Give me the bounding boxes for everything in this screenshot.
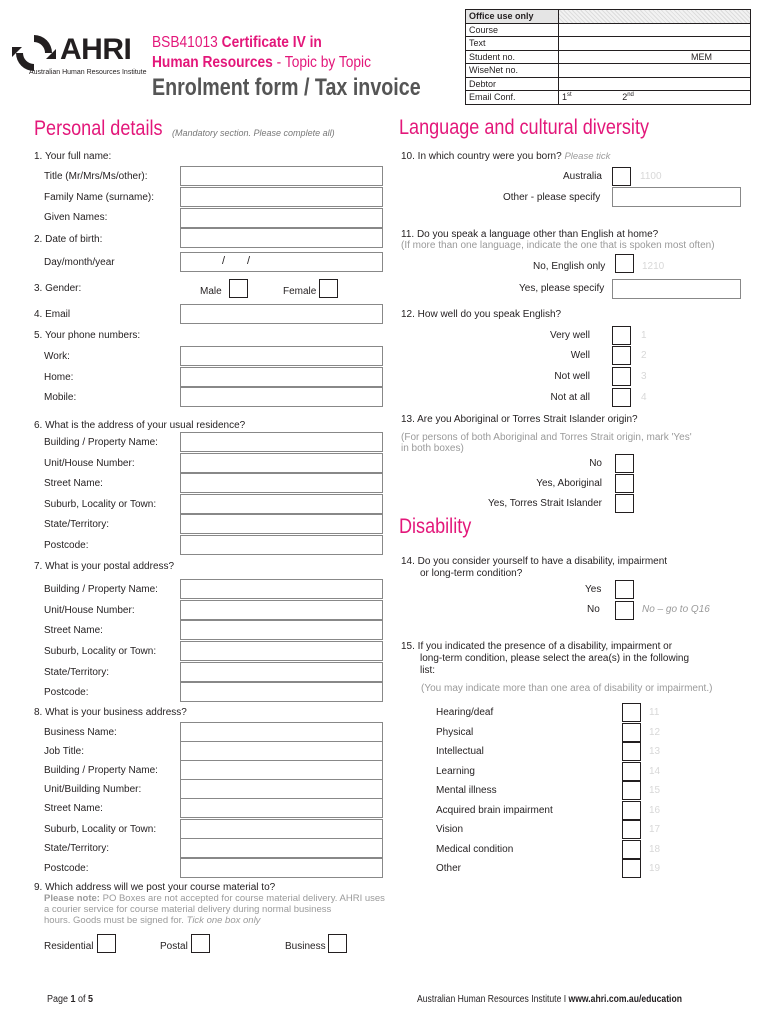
business-address-label-4: Street Name: — [44, 803, 103, 814]
office-email-conf-field[interactable] — [559, 91, 751, 105]
business-address-field-2[interactable] — [180, 760, 383, 780]
first-label: 1st — [562, 92, 572, 103]
language-heading: Language and cultural diversity — [399, 116, 650, 139]
disability-area-code-0: 11 — [649, 707, 660, 718]
english-level-code-1: 2 — [641, 350, 647, 361]
english-level-checkbox-2[interactable] — [612, 367, 631, 386]
form-title: Enrolment form / Tax invoice — [152, 74, 421, 101]
disability-area-label-6: Vision — [436, 824, 464, 835]
business-address-label-6: State/Territory: — [44, 843, 110, 854]
postal-address-field-3[interactable] — [180, 641, 383, 661]
disability-area-checkbox-5[interactable] — [622, 801, 641, 820]
mem-label: MEM — [691, 51, 712, 62]
business-address-field-7[interactable] — [180, 858, 383, 878]
mobile-phone-field[interactable] — [180, 387, 383, 407]
residential-address-field-5[interactable] — [180, 535, 383, 555]
title-field[interactable] — [180, 166, 383, 186]
q12-label: 12. How well do you speak English? — [401, 309, 562, 320]
english-level-checkbox-1[interactable] — [612, 346, 631, 365]
dob-label: Day/month/year — [44, 257, 115, 268]
disability-area-label-1: Physical — [436, 726, 474, 738]
english-only-code: 1210 — [642, 261, 665, 272]
office-row-debtor: Debtor — [466, 77, 559, 91]
male-checkbox[interactable] — [229, 279, 248, 298]
q15-label: 15. If you indicated the presence of a disability, impairment or long-term condition, please select the area(s) in the following list: — [401, 641, 690, 676]
course-title-line2 — [152, 54, 371, 72]
logo-text: AHRI — [60, 33, 132, 66]
postal-option-label: Postal — [160, 941, 188, 952]
disability-area-code-5: 16 — [649, 804, 661, 816]
other-language-label: Yes, please specify — [519, 283, 605, 294]
footer-url[interactable]: www.ahri.com.au/education — [568, 994, 682, 1005]
home-phone-field[interactable] — [180, 367, 383, 387]
q15-hint: (You may indicate more than one area of disability or impairment.) — [421, 683, 713, 694]
disability-area-checkbox-4[interactable] — [622, 781, 641, 800]
work-phone-field[interactable] — [180, 346, 383, 366]
disability-heading: Disability — [399, 515, 472, 538]
male-label: Male — [200, 286, 222, 297]
postal-address-field-5[interactable] — [180, 682, 383, 702]
q11-label: 11. Do you speak a language other than English at home? — [401, 229, 659, 240]
business-address-field-3[interactable] — [180, 779, 383, 799]
residential-option-label: Residential — [44, 941, 94, 952]
residential-address-field-4[interactable] — [180, 514, 383, 534]
disability-area-checkbox-7[interactable] — [622, 840, 641, 859]
business-address-field-6[interactable] — [180, 838, 383, 858]
residential-checkbox[interactable] — [97, 934, 116, 953]
business-checkbox[interactable] — [328, 934, 347, 953]
residential-address-label-5: Postcode: — [44, 540, 89, 551]
q10-hint: Please tick — [564, 151, 611, 162]
q8-label: 8. What is your business address? — [34, 707, 187, 718]
english-only-label: No, English only — [533, 261, 606, 272]
q11-hint: (If more than one language, indicate the one that is spoken most often) — [401, 240, 715, 251]
business-address-label-1: Job Title: — [44, 746, 85, 757]
postal-address-field-4[interactable] — [180, 662, 383, 682]
disability-no-checkbox[interactable] — [615, 601, 634, 620]
disability-area-label-2: Intellectual — [436, 746, 484, 757]
disability-yes-checkbox[interactable] — [615, 580, 634, 599]
female-label: Female — [283, 286, 317, 297]
disability-area-label-3: Learning — [436, 765, 475, 777]
work-phone-label: Work: — [44, 351, 70, 362]
dob-separator-1: / — [222, 255, 226, 267]
other-country-field[interactable] — [612, 187, 741, 207]
office-course-field[interactable] — [559, 23, 751, 37]
personal-details-heading: Personal details — [34, 117, 163, 140]
disability-area-code-1: 12 — [649, 726, 661, 738]
course-suffix: - Topic by Topic — [272, 54, 371, 71]
business-option-label: Business — [285, 941, 326, 952]
q7-label: 7. What is your postal address? — [34, 561, 175, 572]
english-level-code-3: 4 — [641, 392, 647, 403]
business-address-field-4[interactable] — [180, 798, 383, 818]
office-row-wisenet: WiseNet no. — [466, 64, 559, 78]
office-debtor-field[interactable] — [559, 77, 751, 91]
office-wisenet-field[interactable] — [559, 64, 751, 78]
origin-label-2: Yes, Torres Strait Islander — [488, 498, 602, 509]
office-row-student: Student no. — [466, 50, 559, 64]
business-address-label-2: Building / Property Name: — [44, 765, 158, 776]
disability-area-checkbox-1[interactable] — [622, 723, 641, 742]
origin-checkbox-0[interactable] — [615, 454, 634, 473]
disability-area-checkbox-2[interactable] — [622, 742, 641, 761]
page-number: Page 1 of 5 — [47, 994, 94, 1005]
disability-area-checkbox-6[interactable] — [622, 820, 641, 839]
origin-checkbox-2[interactable] — [615, 494, 634, 513]
q4-label: 4. Email — [34, 309, 71, 320]
office-student-field[interactable] — [559, 50, 751, 64]
home-phone-label: Home: — [44, 372, 74, 383]
q6-label: 6. What is the address of your usual residence? — [34, 420, 246, 431]
residential-address-label-1: Unit/House Number: — [44, 458, 135, 469]
office-use-table — [465, 9, 751, 105]
australia-code: 1100 — [640, 171, 662, 182]
logo-subtitle: Australian Human Resources Institute — [29, 69, 147, 76]
postal-address-label-2: Street Name: — [44, 625, 103, 636]
business-address-label-3: Unit/Building Number: — [44, 784, 142, 795]
office-row-text: Text — [466, 37, 559, 51]
office-row-email: Email Conf. — [466, 91, 559, 105]
residential-address-field-2[interactable] — [180, 473, 383, 493]
postal-address-field-1[interactable] — [180, 600, 383, 620]
disability-area-label-4: Mental illness — [436, 785, 497, 796]
disability-area-code-2: 13 — [649, 746, 661, 757]
dob-separator-2: / — [247, 255, 251, 267]
residential-address-label-0: Building / Property Name: — [44, 437, 158, 448]
course-title — [152, 34, 322, 52]
q1-label: 1. Your full name: — [34, 151, 112, 162]
disability-area-code-8: 19 — [649, 863, 661, 874]
business-address-field-1[interactable] — [180, 741, 383, 761]
q9-label: 9. Which address will we post your course material to? — [34, 882, 276, 893]
postal-address-label-3: Suburb, Locality or Town: — [44, 646, 157, 657]
disability-area-checkbox-0[interactable] — [622, 703, 641, 722]
disability-area-label-8: Other — [436, 863, 462, 874]
english-level-code-0: 1 — [641, 330, 647, 341]
australia-checkbox[interactable] — [612, 167, 631, 186]
office-use-title: Office use only — [466, 10, 559, 24]
english-level-checkbox-3[interactable] — [612, 388, 631, 407]
residential-address-label-2: Street Name: — [44, 478, 103, 489]
office-row-course: Course — [466, 23, 559, 37]
disability-area-code-6: 17 — [649, 824, 661, 835]
other-country-label: Other - please specify — [503, 192, 601, 203]
disability-area-code-7: 18 — [649, 843, 661, 855]
disability-area-label-5: Acquired brain impairment — [436, 804, 553, 816]
office-text-field[interactable] — [559, 37, 751, 51]
postal-address-field-0[interactable] — [180, 579, 383, 599]
origin-label-1: Yes, Aboriginal — [536, 478, 602, 489]
course-name: Human Resources — [152, 54, 273, 71]
residential-address-field-0[interactable] — [180, 432, 383, 452]
q13-label: 13. Are you Aboriginal or Torres Strait Islander origin? — [401, 414, 638, 425]
postal-address-label-0: Building / Property Name: — [44, 584, 158, 595]
email-field[interactable] — [180, 304, 383, 324]
origin-label-0: No — [589, 458, 602, 469]
english-level-label-3: Not at all — [550, 392, 590, 403]
disability-area-code-3: 14 — [649, 765, 661, 777]
disability-yes-label: Yes — [585, 584, 602, 595]
q9-note: Please note: PO Boxes are not accepted for course material delivery. AHRI uses a courier service for course material delivery during normal business hours. Goods must be signed for. Tick one box only — [44, 893, 385, 926]
postal-address-label-1: Unit/House Number: — [44, 605, 135, 616]
course-title-bold: Certificate IV in — [221, 34, 322, 51]
course-code: BSB41013 — [152, 34, 218, 51]
english-level-code-2: 3 — [641, 371, 647, 382]
english-level-checkbox-0[interactable] — [612, 326, 631, 345]
personal-details-note: (Mandatory section. Please complete all) — [172, 128, 335, 138]
english-level-label-0: Very well — [549, 330, 590, 341]
mobile-phone-label: Mobile: — [44, 392, 77, 403]
q10-label: 10. In which country were you born? Please tick — [401, 151, 611, 162]
disability-no-label: No — [587, 604, 600, 615]
given-names-field[interactable] — [180, 208, 383, 228]
given-names-field-2[interactable] — [180, 228, 383, 248]
female-checkbox[interactable] — [319, 279, 338, 298]
residential-address-label-4: State/Territory: — [44, 519, 110, 530]
second-label: 2nd — [622, 92, 634, 103]
business-address-field-0[interactable] — [180, 722, 383, 742]
residential-address-field-3[interactable] — [180, 494, 383, 514]
australia-label: Australia — [563, 171, 602, 182]
business-address-label-7: Postcode: — [44, 863, 89, 874]
other-language-field[interactable] — [612, 279, 741, 299]
ahri-logo — [12, 31, 147, 79]
english-only-checkbox[interactable] — [615, 254, 634, 273]
q3-label: 3. Gender: — [34, 283, 82, 294]
q2-label: 2. Date of birth: — [34, 234, 103, 245]
q5-label: 5. Your phone numbers: — [34, 330, 141, 341]
business-address-label-5: Suburb, Locality or Town: — [44, 824, 157, 835]
business-address-label-0: Business Name: — [44, 727, 117, 738]
disability-area-checkbox-3[interactable] — [622, 762, 641, 781]
disability-area-checkbox-8[interactable] — [622, 859, 641, 878]
family-name-field[interactable] — [180, 187, 383, 207]
business-address-field-5[interactable] — [180, 819, 383, 839]
english-level-label-1: Well — [570, 350, 590, 361]
disability-area-code-4: 15 — [649, 785, 661, 796]
disability-area-label-7: Medical condition — [436, 843, 514, 855]
q14-label: 14. Do you consider yourself to have a disability, impairment or long-term condition? — [401, 556, 668, 579]
given-names-label: Given Names: — [44, 212, 108, 223]
postal-checkbox[interactable] — [191, 934, 210, 953]
residential-address-label-3: Suburb, Locality or Town: — [44, 499, 157, 510]
q13-hint: (For persons of both Aboriginal and Torres Strait origin, mark 'Yes' in both boxes) — [401, 432, 692, 454]
disability-no-hint: No – go to Q16 — [642, 604, 710, 615]
english-level-label-2: Not well — [554, 371, 590, 382]
postal-address-label-5: Postcode: — [44, 687, 89, 698]
residential-address-field-1[interactable] — [180, 453, 383, 473]
title-label: Title (Mr/Mrs/Ms/other): — [44, 171, 148, 182]
origin-checkbox-1[interactable] — [615, 474, 634, 493]
footer-org: Australian Human Resources Institute I www.ahri.com.au/education — [417, 994, 682, 1005]
postal-address-label-4: State/Territory: — [44, 667, 110, 678]
disability-area-label-0: Hearing/deaf — [436, 707, 494, 718]
dob-field[interactable] — [180, 252, 383, 272]
family-name-label: Family Name (surname): — [44, 192, 155, 203]
postal-address-field-2[interactable] — [180, 620, 383, 640]
